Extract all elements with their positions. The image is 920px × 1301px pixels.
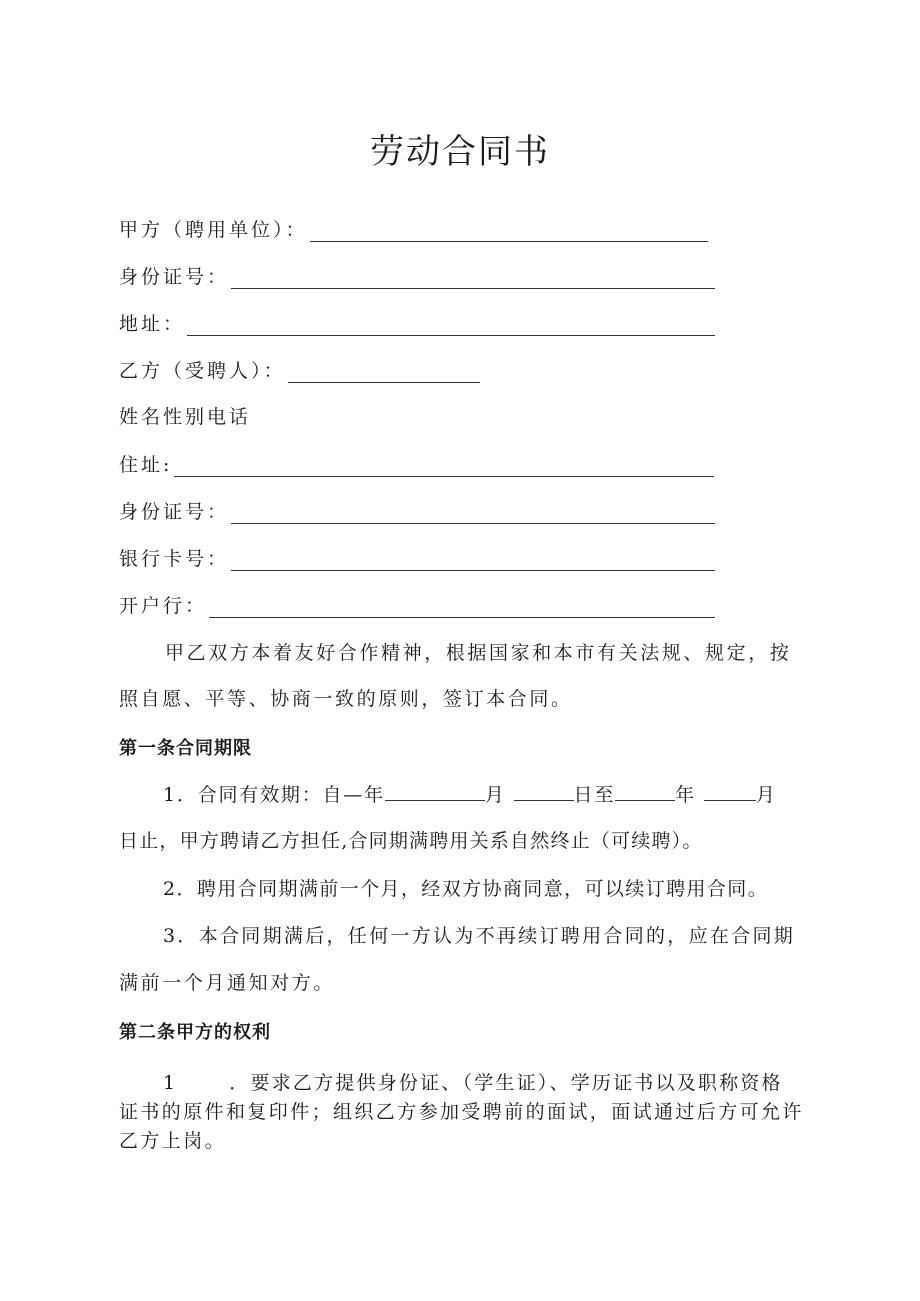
party-b-field: [119, 353, 480, 383]
intro-line-2: 照自愿、平等、协商一致的原则，签订本合同。: [119, 688, 573, 710]
article-2-item-1-line-2: 证书的原件和复印件；组织乙方参加受聘前的面试，面试通过后方可允许: [119, 1101, 804, 1123]
article-1-item-3-line-2: 满前一个月通知对方。: [119, 972, 336, 994]
party-b-address-blank[interactable]: [174, 456, 714, 477]
intro-line-1: 甲乙双方本着友好合作精神，根据国家和本市有关法规、规定，按: [165, 642, 792, 664]
party-b-info: [119, 399, 251, 429]
article-1-item-1-line-2: 日止，甲方聘请乙方担任,合同期满聘用关系自然终止（可续聘）。: [119, 830, 703, 852]
party-b-info-label: 姓名性别电话: [119, 406, 252, 428]
bank-card-label: 银行卡号：: [119, 548, 230, 570]
party-a-address-blank[interactable]: [187, 315, 715, 336]
article-1-heading: 第一条合同期限: [119, 738, 252, 759]
article-1-month-label: 月: [484, 784, 506, 806]
article-1-item-2: 2．聘用合同期满前一个月，经双方协商同意，可以续订聘用合同。: [163, 878, 769, 900]
party-a-id-field: [119, 259, 715, 289]
party-b-address-label: 住址:: [119, 454, 173, 476]
party-a-label: 甲方（聘用单位）：: [119, 219, 308, 241]
party-a-address-label: 地址：: [119, 313, 186, 335]
party-b-id-label: 身份证号：: [119, 501, 230, 523]
bank-label: 开户行：: [119, 595, 208, 617]
bank-card-field: [119, 541, 715, 571]
party-a-address-field: [119, 306, 715, 336]
party-a-id-label: 身份证号：: [119, 266, 230, 288]
article-1-year-label: 年: [675, 784, 696, 806]
party-b-label: 乙方（受聘人）：: [119, 360, 286, 382]
article-2-heading: 第二条甲方的权利: [119, 1022, 271, 1043]
article-2-item-1-line-3: 乙方上岗。: [119, 1130, 227, 1152]
bank-blank[interactable]: [209, 597, 715, 618]
party-a-blank[interactable]: [310, 221, 708, 242]
party-b-blank[interactable]: [288, 362, 480, 383]
bank-card-blank[interactable]: [231, 550, 715, 571]
article-1-item-1: [163, 780, 777, 807]
month-blank[interactable]: [385, 782, 485, 801]
day-blank[interactable]: [514, 782, 574, 801]
end-year-blank[interactable]: [615, 782, 675, 801]
article-1-month2-label: 月: [755, 784, 777, 806]
party-b-id-field: [119, 494, 715, 524]
party-b-address-field: [119, 447, 714, 477]
article-2-item-1-line-1: [163, 1068, 783, 1095]
article-1-item-3-line-1: 3．本合同期满后，任何一方认为不再续订聘用合同的，应在合同期: [163, 925, 796, 947]
party-a-id-blank[interactable]: [231, 268, 715, 289]
article-1-day-to-label: 日至: [573, 784, 616, 806]
article-1-item-1-prefix: 1．合同有效期：自—年: [163, 784, 385, 806]
article-2-item-1-text: ．要求乙方提供身份证、（学生证）、学历证书以及职称资格: [229, 1072, 783, 1094]
end-month-blank[interactable]: [704, 782, 756, 801]
party-b-id-blank[interactable]: [231, 503, 715, 524]
article-2-item-1-number: 1: [163, 1072, 178, 1094]
bank-field: [119, 588, 715, 618]
page-title: 劳动合同书: [370, 132, 550, 172]
party-a-field: [119, 212, 708, 242]
